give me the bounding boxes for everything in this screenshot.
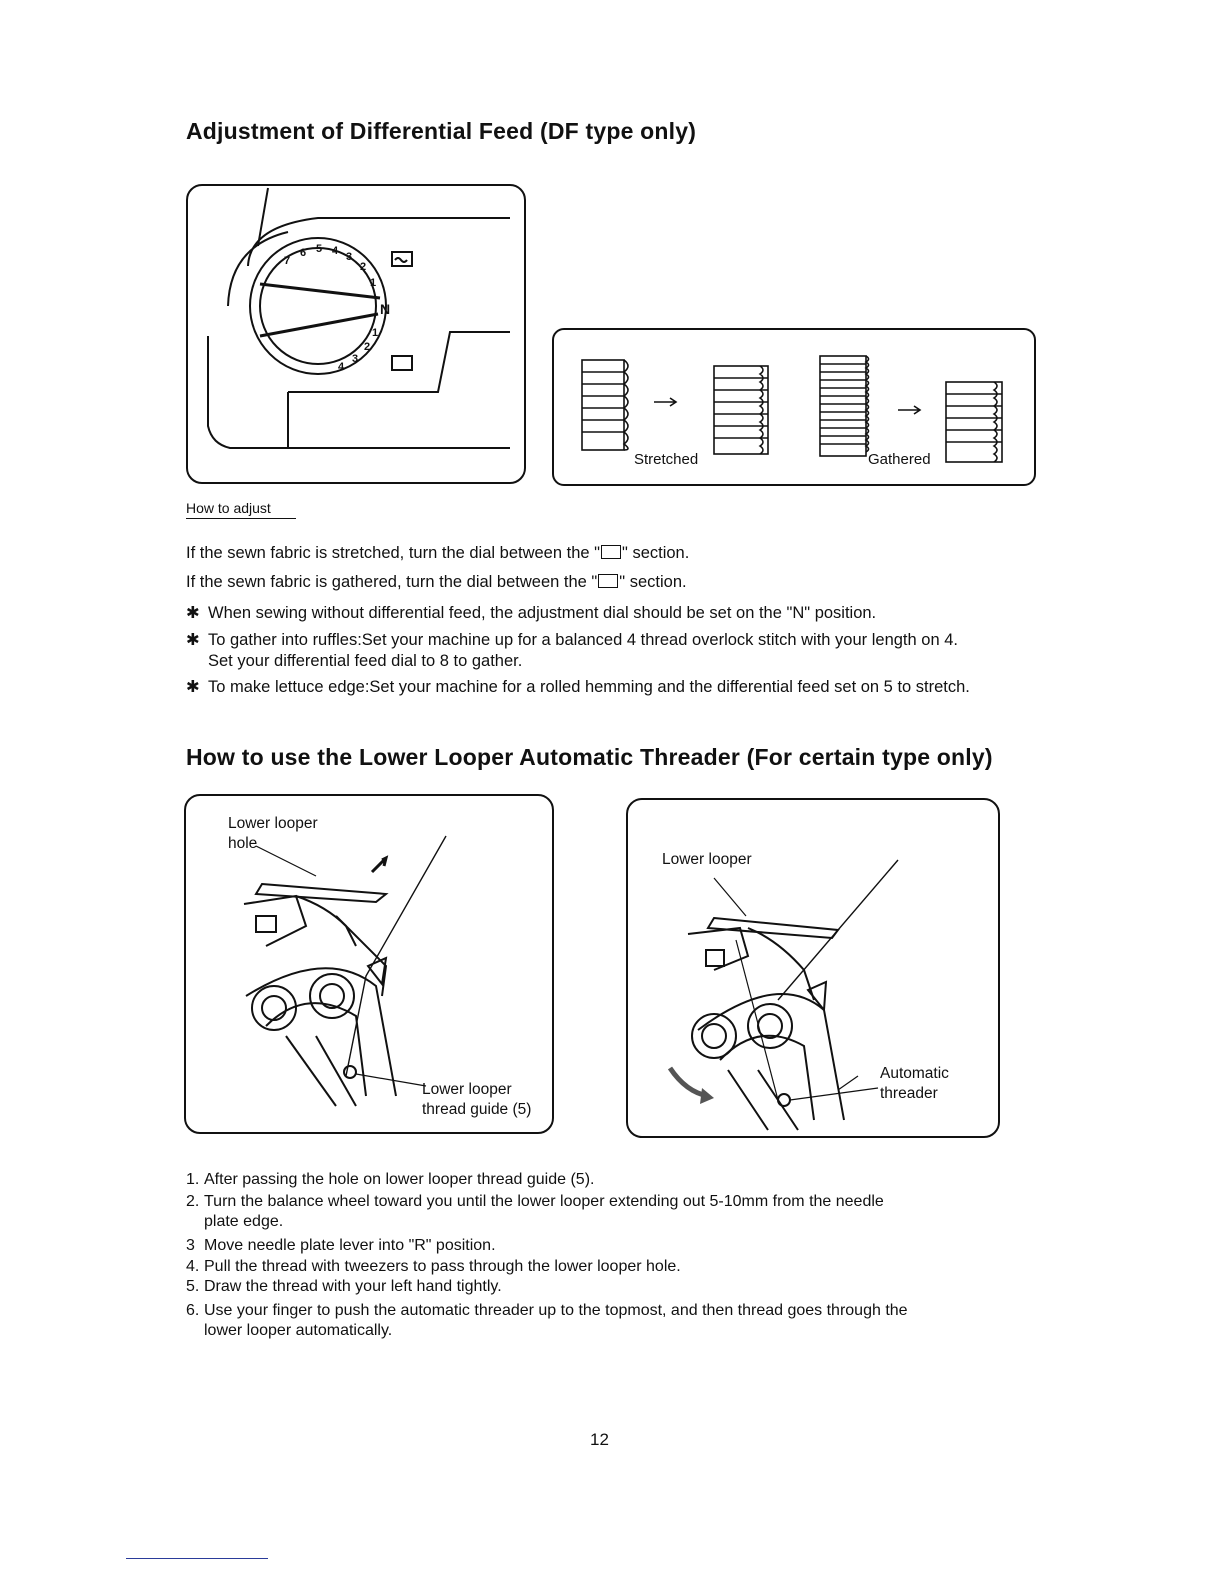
dial-mark-5: 5 bbox=[316, 243, 323, 255]
label-lower-looper: Lower looper bbox=[662, 851, 752, 868]
asterisk-icon: ✱ bbox=[186, 604, 200, 622]
stretch-wave-icon bbox=[601, 545, 621, 559]
instruction-stretched: If the sewn fabric is stretched, turn the dial between the " " section. bbox=[186, 544, 690, 562]
dial-mark-6: 6 bbox=[300, 247, 307, 259]
note-ruffles-cont: Set your differential feed dial to 8 to gather. bbox=[208, 652, 523, 670]
list-item: 6. Use your finger to push the automatic threader up to the topmost, and then thread goes through the bbox=[186, 1302, 908, 1319]
note-lettuce-edge: ✱ To make lettuce edge:Set your machine for a rolled hemming and the differential feed set on 5 to stretch. bbox=[186, 678, 970, 696]
dial-mark-lower-1: 1 bbox=[372, 327, 379, 339]
threader-figure-2 bbox=[626, 798, 1000, 1138]
dial-illustration bbox=[188, 186, 524, 482]
dial-mark-4: 4 bbox=[332, 245, 339, 257]
gather-bracket-icon bbox=[598, 574, 618, 588]
footer-rule bbox=[126, 1558, 268, 1559]
label-lower-looper-hole: Lower looper hole bbox=[228, 815, 318, 852]
instruction-gathered: If the sewn fabric is gathered, turn the dial between the " " section. bbox=[186, 573, 687, 591]
list-item: 1. After passing the hole on lower looper thread guide (5). bbox=[186, 1171, 595, 1188]
page-number: 12 bbox=[590, 1430, 609, 1449]
threader-figure-1 bbox=[184, 794, 554, 1134]
list-item: plate edge. bbox=[204, 1213, 284, 1230]
asterisk-icon: ✱ bbox=[186, 678, 200, 696]
list-item: 3 Move needle plate lever into "R" position. bbox=[186, 1237, 496, 1254]
note-ruffles: ✱ To gather into ruffles:Set your machine up for a balanced 4 thread overlock stitch with your length on 4. bbox=[186, 631, 958, 649]
dial-mark-lower-4: 4 bbox=[338, 361, 345, 373]
note-no-differential: ✱ When sewing without differential feed, the adjustment dial should be set on the "N" position. bbox=[186, 604, 877, 622]
section2-title: How to use the Lower Looper Automatic Threader (For certain type only) bbox=[186, 744, 993, 770]
asterisk-icon: ✱ bbox=[186, 631, 200, 649]
dial-mark-lower-3: 3 bbox=[352, 353, 359, 365]
dial-mark-2: 2 bbox=[360, 261, 367, 273]
dial-figure bbox=[186, 184, 526, 484]
label-automatic-threader: Automatic threader bbox=[880, 1065, 949, 1102]
fabric-illustration bbox=[554, 330, 1034, 484]
label-gathered: Gathered bbox=[868, 451, 931, 468]
dial-mark-7: 7 bbox=[284, 255, 291, 267]
how-to-adjust-label: How to adjust bbox=[186, 500, 296, 519]
label-stretched: Stretched bbox=[634, 451, 699, 468]
label-thread-guide: Lower looper thread guide (5) bbox=[422, 1081, 532, 1118]
section1-title: Adjustment of Differential Feed (DF type only) bbox=[186, 118, 697, 144]
list-item: 2. Turn the balance wheel toward you until the lower looper extending out 5-10mm from the needle bbox=[186, 1193, 884, 1210]
list-item: 5. Draw the thread with your left hand tightly. bbox=[186, 1278, 502, 1295]
dial-mark-lower-2: 2 bbox=[364, 341, 371, 353]
fabric-figure bbox=[552, 328, 1036, 486]
dial-mark-n: N bbox=[380, 301, 391, 317]
list-item: lower looper automatically. bbox=[204, 1322, 393, 1339]
dial-mark-1: 1 bbox=[370, 277, 377, 289]
steps-list bbox=[186, 1170, 1016, 1341]
dial-mark-3: 3 bbox=[346, 251, 353, 263]
list-item: 4. Pull the thread with tweezers to pass through the lower looper hole. bbox=[186, 1258, 681, 1275]
